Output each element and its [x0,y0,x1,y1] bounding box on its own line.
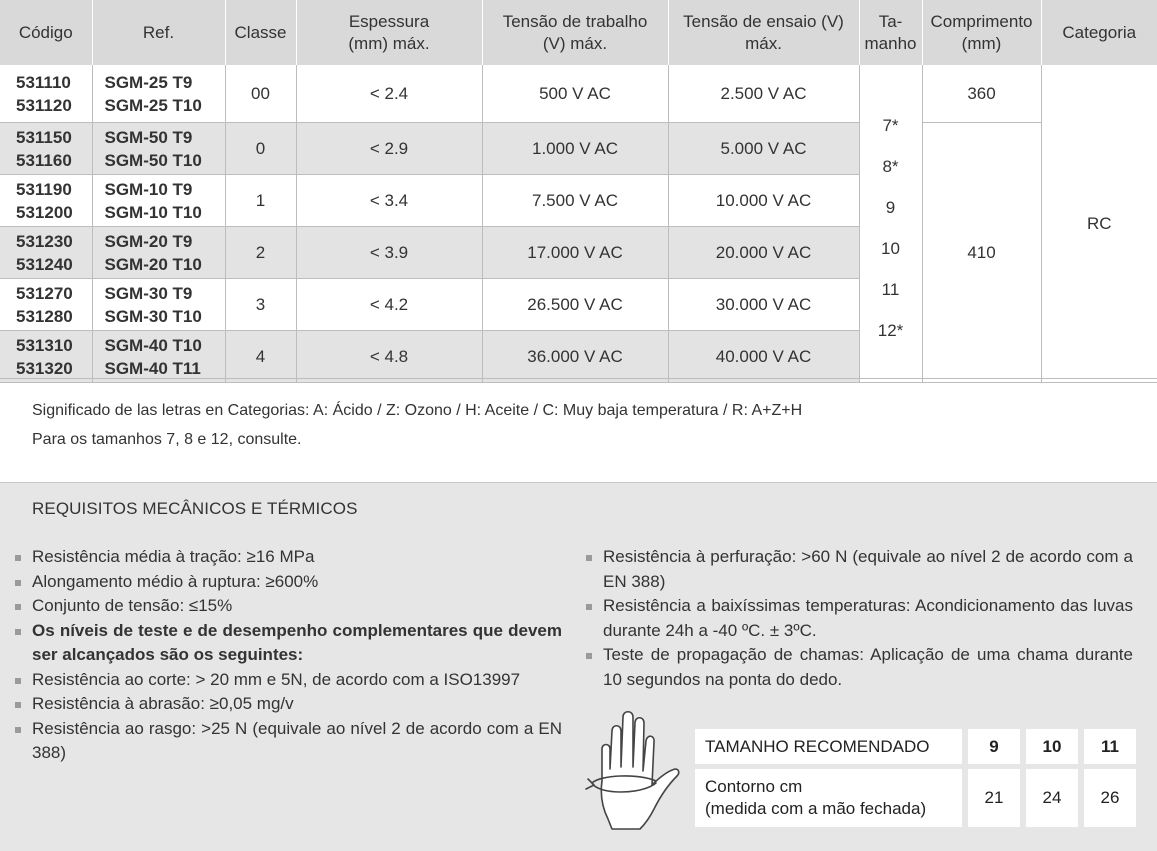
table-notes [32,396,802,454]
bullet-square-icon [586,555,592,561]
requirement-item: Resistência ao corte: > 20 mm e 5N, de acordo com a ISO13997 [14,668,562,693]
size-item: 10 [881,238,900,258]
cell-espessura: < 2.4 [296,65,482,123]
size-item: 8* [882,156,899,176]
cell-ref: SGM-20 T9 SGM-20 T10 [92,227,225,279]
cell-tensao-ensaio: 40.000 V AC [668,331,859,383]
cell-espessura: < 2.9 [296,123,482,175]
note-categorias: Significado de las letras en Categorias: A: Ácido / Z: Ozono / H: Aceite / C: Muy baja temperatura / R: A+Z+H [32,402,803,419]
size-header-9: 9 [968,729,1020,764]
cell-tensao-ensaio: 10.000 V AC [668,175,859,227]
cell-classe: 4 [225,331,296,383]
cell-tensao-ensaio: 20.000 V AC [668,227,859,279]
cell-ref: SGM-30 T9 SGM-30 T10 [92,279,225,331]
bullet-square-icon [15,555,21,561]
size-contour-11: 26 [1084,769,1136,827]
size-contour-10: 24 [1026,769,1078,827]
bullet-square-icon [15,702,21,708]
cell-ref: SGM-40 T10 SGM-40 T11 [92,331,225,383]
bullet-square-icon [15,604,21,610]
cell-tensao-trabalho: 500 V AC [482,65,668,123]
spec-table [0,0,1157,383]
cell-classe: 0 [225,123,296,175]
cell-espessura: < 4.8 [296,331,482,383]
size-contour-row [695,769,1136,827]
header-classe: Classe [225,0,296,65]
cell-tensao-ensaio: 5.000 V AC [668,123,859,175]
header-tensao-trabalho: Tensão de trabalho (V) máx. [482,0,668,65]
table-row [0,65,1157,123]
requirement-item: Conjunto de tensão: ≤15% [14,594,562,619]
cell-comprimento-360: 360 [922,65,1041,123]
size-header-11: 11 [1084,729,1136,764]
requirement-item: Resistência ao rasgo: >25 N (equivale ao nível 2 de acordo com a EN 388) [14,717,562,766]
cell-classe: 3 [225,279,296,331]
cell-ref: SGM-50 T9 SGM-50 T10 [92,123,225,175]
cell-tensao-ensaio: 30.000 V AC [668,279,859,331]
cell-ref: SGM-10 T9 SGM-10 T10 [92,175,225,227]
requirements-right-column [585,545,1133,692]
cell-tamanhos [859,65,922,383]
cell-categoria: RC [1041,65,1157,383]
note-tamanhos: Para os tamanhos 7, 8 e 12, consulte. [32,431,302,448]
size-header-label: TAMANHO RECOMENDADO [695,729,962,764]
requirement-item: Resistência média à tração: ≥16 MPa [14,545,562,570]
recommended-size-table [689,724,1142,832]
size-header-row [695,729,1136,764]
header-ref: Ref. [92,0,225,65]
bullet-square-icon [15,629,21,635]
size-header-10: 10 [1026,729,1078,764]
cell-classe: 00 [225,65,296,123]
bullet-square-icon [586,604,592,610]
table-header-row [0,0,1157,65]
size-contour-9: 21 [968,769,1020,827]
header-espessura: Espessura (mm) máx. [296,0,482,65]
requirement-item: Os níveis de teste e de desempenho complementares que devem ser alcançados são os seguintes: [14,619,562,668]
cell-tensao-trabalho: 1.000 V AC [482,123,668,175]
header-tensao-ensaio: Tensão de ensaio (V) máx. [668,0,859,65]
requirements-title: REQUISITOS MECÂNICOS E TÉRMICOS [32,499,358,518]
cell-espessura: < 4.2 [296,279,482,331]
cell-codigo: 531150 531160 [0,123,92,175]
size-contour-label: Contorno cm (medida com a mão fechada) [695,769,962,827]
requirement-item: Resistência à perfuração: >60 N (equivale ao nível 2 de acordo com a EN 388) [585,545,1133,594]
bullet-square-icon [586,653,592,659]
hand-measure-icon [580,709,680,834]
cell-tensao-trabalho: 36.000 V AC [482,331,668,383]
requirement-item: Resistência a baixíssimas temperaturas: Acondicionamento das luvas durante 24h a -40 ºC. ± 3ºC. [585,594,1133,643]
header-tamanho: Ta- manho [859,0,922,65]
cell-comprimento-410: 410 [922,123,1041,383]
cell-codigo: 531190 531200 [0,175,92,227]
size-item: 7* [882,115,899,135]
size-item: 11 [881,279,900,299]
table-bottom-divider [0,378,1157,379]
cell-tensao-ensaio: 2.500 V AC [668,65,859,123]
cell-espessura: < 3.4 [296,175,482,227]
cell-codigo: 531230 531240 [0,227,92,279]
bullet-square-icon [15,727,21,733]
bullet-square-icon [15,580,21,586]
cell-espessura: < 3.9 [296,227,482,279]
size-item: 12* [877,320,904,340]
requirement-item: Alongamento médio à ruptura: ≥600% [14,570,562,595]
cell-codigo: 531310 531320 [0,331,92,383]
requirements-left-column [14,545,562,766]
cell-codigo: 531110 531120 [0,65,92,123]
requirements-panel [0,482,1157,851]
requirement-item: Teste de propagação de chamas: Aplicação de uma chama durante 10 segundos na ponta do dedo. [585,643,1133,692]
cell-ref: SGM-25 T9 SGM-25 T10 [92,65,225,123]
table-row [0,123,1157,175]
size-item: 9 [885,197,896,217]
requirement-item: Resistência à abrasão: ≥0,05 mg/v [14,692,562,717]
cell-codigo: 531270 531280 [0,279,92,331]
cell-classe: 2 [225,227,296,279]
bullet-square-icon [15,678,21,684]
cell-classe: 1 [225,175,296,227]
header-categoria: Categoria [1041,0,1157,65]
cell-tensao-trabalho: 26.500 V AC [482,279,668,331]
header-codigo: Código [0,0,92,65]
cell-tensao-trabalho: 17.000 V AC [482,227,668,279]
header-comprimento: Comprimento (mm) [922,0,1041,65]
cell-tensao-trabalho: 7.500 V AC [482,175,668,227]
